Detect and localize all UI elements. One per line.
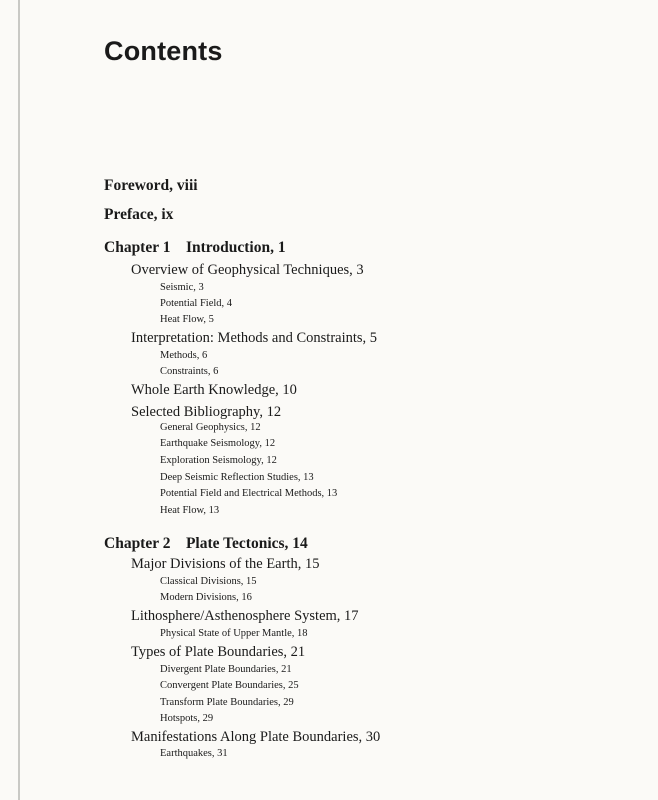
toc-chapter-entry: Preface, ix bbox=[104, 206, 174, 223]
toc-section-entry: Whole Earth Knowledge, 10 bbox=[131, 382, 297, 398]
toc-subsection-entry: Methods, 6 bbox=[160, 350, 208, 361]
toc-section-entry: Types of Plate Boundaries, 21 bbox=[131, 644, 306, 660]
toc-subsection-entry: Potential Field, 4 bbox=[160, 298, 233, 309]
toc-subsection-entry: Constraints, 6 bbox=[160, 366, 219, 377]
toc-subsection-entry: Physical State of Upper Mantle, 18 bbox=[160, 628, 308, 639]
toc-subsection-entry: Classical Divisions, 15 bbox=[160, 576, 257, 587]
toc-section-entry: Overview of Geophysical Techniques, 3 bbox=[131, 262, 364, 278]
toc-chapter-entry: Chapter 2 Plate Tectonics, 14 bbox=[104, 535, 308, 552]
toc-subsection-entry: Heat Flow, 13 bbox=[160, 505, 220, 516]
toc-subsection-entry: Modern Divisions, 16 bbox=[160, 592, 252, 603]
toc-subsection-entry: Transform Plate Boundaries, 29 bbox=[160, 697, 294, 708]
toc-chapter-entry: Foreword, viii bbox=[104, 177, 198, 194]
toc-subsection-entry: Exploration Seismology, 12 bbox=[160, 455, 277, 466]
toc-subsection-entry: Convergent Plate Boundaries, 25 bbox=[160, 680, 299, 691]
toc-section-entry: Interpretation: Methods and Constraints, 5 bbox=[131, 330, 378, 346]
toc-section-entry: Selected Bibliography, 12 bbox=[131, 404, 282, 420]
toc-section-entry: Manifestations Along Plate Boundaries, 30 bbox=[131, 729, 381, 745]
toc-subsection-entry: Seismic, 3 bbox=[160, 282, 204, 293]
toc-subsection-entry: Earthquake Seismology, 12 bbox=[160, 438, 276, 449]
toc-subsection-entry: Potential Field and Electrical Methods, 13 bbox=[160, 488, 338, 499]
toc-subsection-entry: Earthquakes, 31 bbox=[160, 748, 228, 759]
toc-subsection-entry: Divergent Plate Boundaries, 21 bbox=[160, 664, 292, 675]
toc-chapter-entry: Chapter 1 Introduction, 1 bbox=[104, 239, 286, 256]
toc-subsection-entry: Hotspots, 29 bbox=[160, 713, 214, 724]
toc-section-entry: Lithosphere/Asthenosphere System, 17 bbox=[131, 608, 359, 624]
toc-subsection-entry: Heat Flow, 5 bbox=[160, 314, 214, 325]
page-title: Contents bbox=[104, 36, 223, 66]
toc-subsection-entry: General Geophysics, 12 bbox=[160, 422, 261, 433]
toc-subsection-entry: Deep Seismic Reflection Studies, 13 bbox=[160, 472, 314, 483]
toc-section-entry: Major Divisions of the Earth, 15 bbox=[131, 556, 320, 572]
